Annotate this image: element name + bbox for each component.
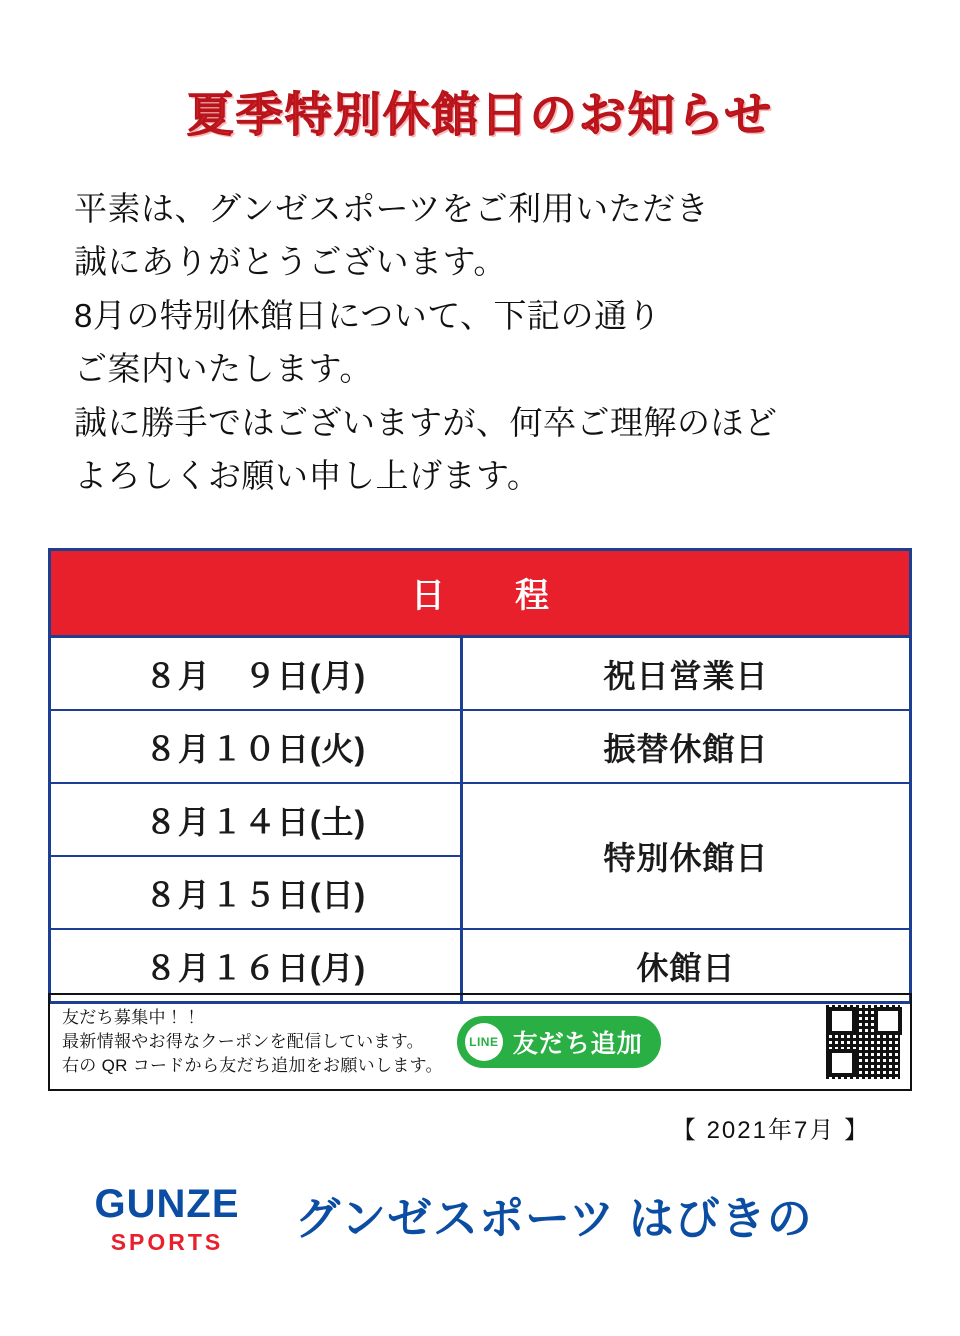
line-icon: LINE xyxy=(465,1023,503,1061)
table-cell-date: ８月１４日(土) xyxy=(51,784,460,857)
body-line-6: よろしくお願い申し上げます。 xyxy=(74,457,541,495)
table-cell-desc-merged: 特別休館日 xyxy=(603,840,769,876)
notice-title-container xyxy=(0,78,960,145)
line-promo-text xyxy=(62,1006,443,1078)
line-promo-line-1: 友だち募集中！！ xyxy=(62,1007,201,1027)
footer xyxy=(0,1178,960,1288)
table-cell-date: ８月１０日(火) xyxy=(51,711,463,782)
table-cell-desc: 振替休館日 xyxy=(603,731,769,767)
page-title: 夏季特別休館日のお知らせ xyxy=(186,88,774,141)
schedule-table-header: 日 程 xyxy=(51,551,909,638)
facility-name: グンゼスポーツ はびきの xyxy=(295,1193,813,1244)
table-cell-date: ８月１５日(日) xyxy=(144,877,367,913)
line-add-friend-button[interactable] xyxy=(457,1016,661,1068)
body-line-2: 誠にありがとうございます。 xyxy=(74,243,507,281)
body-line-5: 誠に勝手ではございますが、何卒ご理解のほど xyxy=(74,403,778,441)
line-promo-line-2: 最新情報やお得なクーポンを配信しています。 xyxy=(62,1031,424,1051)
table-row-merged xyxy=(51,784,909,930)
table-cell-desc: 休館日 xyxy=(636,950,736,986)
notice-body xyxy=(74,182,904,503)
gunze-logo xyxy=(72,1184,262,1254)
line-promo-box xyxy=(48,993,912,1091)
line-promo-line-3: 右の QR コードから友だち追加をお願いします。 xyxy=(62,1056,443,1076)
schedule-table xyxy=(48,548,912,1004)
line-add-friend-label: 友だち追加 xyxy=(512,1030,643,1058)
gunze-logo-main: GUNZE xyxy=(94,1182,240,1226)
table-merged-dates xyxy=(51,784,463,928)
table-row xyxy=(51,638,909,711)
body-line-1: 平素は、グンゼスポーツをご利用いただき xyxy=(74,190,710,227)
qr-code-icon xyxy=(826,1005,900,1079)
table-row xyxy=(51,930,909,1001)
body-line-4: ご案内いたします。 xyxy=(74,350,373,388)
table-cell-desc: 祝日営業日 xyxy=(603,658,769,694)
body-line-3: 8月の特別休館日について、下記の通り xyxy=(74,296,662,334)
gunze-logo-sub: SPORTS xyxy=(110,1229,224,1255)
table-row xyxy=(51,711,909,784)
table-cell-date: ８月１６日(月) xyxy=(51,930,463,1001)
table-cell-date: ８月 ９日(月) xyxy=(51,638,463,709)
issue-date: 【 2021年7月 】 xyxy=(671,1117,870,1144)
